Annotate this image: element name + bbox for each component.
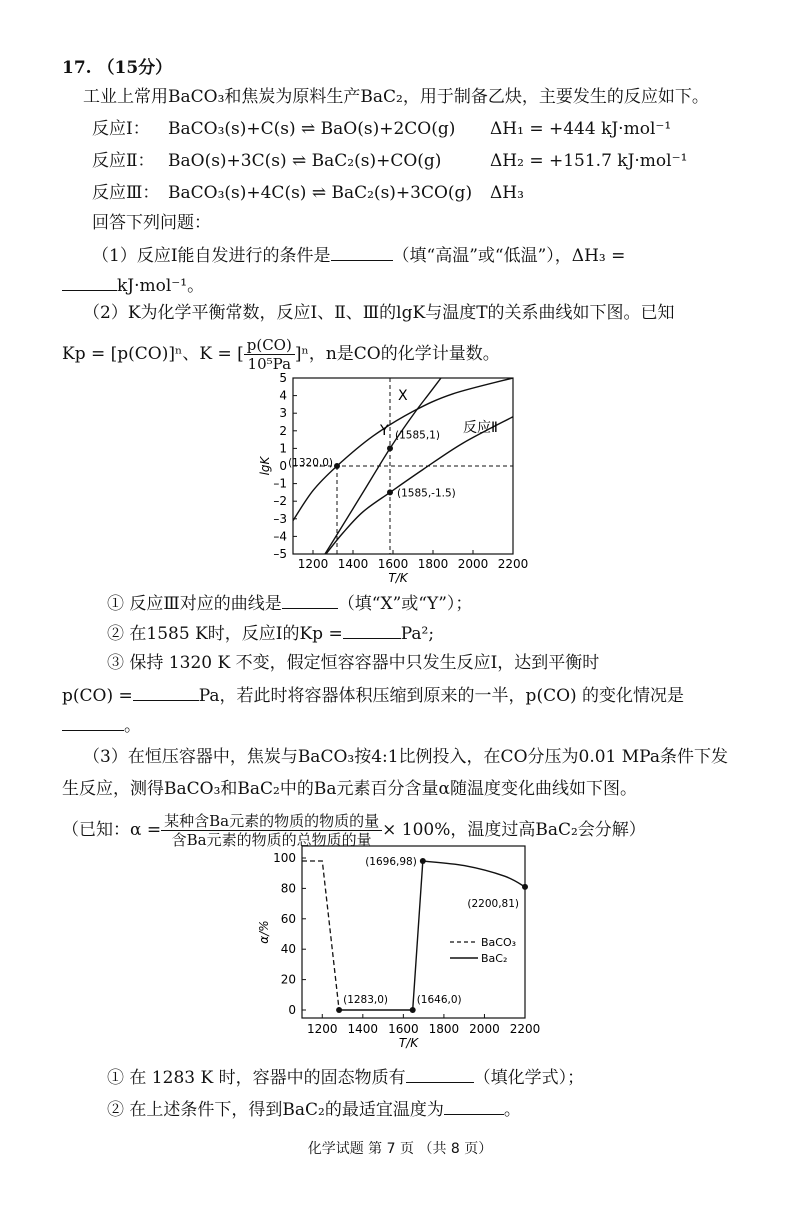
part2-q2-blank[interactable] xyxy=(343,620,401,639)
point-label: (1585,1) xyxy=(395,429,440,442)
y-tick-label: 3 xyxy=(279,406,287,421)
part1-line-2 xyxy=(62,272,204,297)
y-tick-label: –5 xyxy=(273,547,287,561)
data-point xyxy=(334,463,340,469)
part2-q1-blank[interactable] xyxy=(282,590,338,609)
reaction-1-label: 反应Ⅰ： xyxy=(92,119,150,139)
y-tick-label: 4 xyxy=(279,388,287,403)
part3-known-a: （已知：α = xyxy=(62,820,162,840)
part2-fraction xyxy=(244,336,295,373)
part2-tail: ]ⁿ，n是CO的化学计量数。 xyxy=(294,344,500,364)
x-tick-label: 2200 xyxy=(497,557,529,571)
intro-text: 工业上常用BaCO₃和焦炭为原料生产BaC₂，用于制备乙炔，主要发生的反应如下。 xyxy=(83,87,709,107)
part2-q3-text-b: p(CO) = xyxy=(62,686,133,706)
part2-q3-text-d: 。 xyxy=(124,716,141,736)
part2-q2-text-a: ② 在1585 K时，反应Ⅰ的Kp = xyxy=(107,624,343,644)
x-tick-label: 1200 xyxy=(297,557,329,571)
point-label: (1283,0) xyxy=(343,994,389,1006)
part3-q2-line xyxy=(107,1096,521,1121)
legend-bac2-label: BaC₂ xyxy=(481,952,508,965)
part3-fraction-num: 某种含Ba元素的物质的物质的量 xyxy=(161,812,382,831)
reaction-2-label: 反应Ⅱ： xyxy=(92,151,155,171)
part2-fraction-den: 10⁵Pa xyxy=(247,355,292,373)
point-label: (2200,81) xyxy=(467,897,519,910)
y-tick-label: –1 xyxy=(273,476,287,491)
data-point xyxy=(387,489,393,495)
data-point xyxy=(410,1007,416,1013)
y-tick-label: –4 xyxy=(273,529,287,544)
alpha-temperature-chart xyxy=(250,838,545,1060)
part2-q3-line-3 xyxy=(62,712,141,737)
y-tick-label: 2 xyxy=(279,423,287,438)
part3-q1-text-b: （填化学式）； xyxy=(473,1068,585,1088)
y-axis-label: α/% xyxy=(257,920,271,944)
page-footer: 化学试题 第 7 页 （共 8 页） xyxy=(307,1141,493,1157)
x-tick-label: 1400 xyxy=(337,557,369,571)
part1-line xyxy=(92,242,625,267)
y-tick-label: 0 xyxy=(288,1003,296,1017)
y-tick-label: 80 xyxy=(280,881,296,896)
curve-label-x: X xyxy=(398,388,408,404)
part2-q3-line: ③ 保持 1320 K 不变，假定恒容容器中只发生反应Ⅰ，达到平衡时 xyxy=(107,653,600,673)
curve-label-y: Y xyxy=(380,423,389,439)
legend-baco3-label: BaCO₃ xyxy=(481,936,517,949)
part2-q2-text-b: Pa²; xyxy=(400,624,435,644)
part2-q1-text-b: （填“X”或“Y”）； xyxy=(337,594,473,614)
point-label: (1646,0) xyxy=(416,994,462,1006)
x-tick-label: 1200 xyxy=(306,1022,338,1036)
part1-text-c: kJ·mol⁻¹。 xyxy=(117,276,205,296)
data-point xyxy=(336,1007,342,1013)
part2-q3-blank-2[interactable] xyxy=(62,712,124,731)
part1-text-b: （填“高温”或“低温”），ΔH₃ = xyxy=(392,246,626,266)
data-point xyxy=(522,884,528,890)
part3-q1-line xyxy=(107,1064,584,1089)
y-tick-label: 0 xyxy=(279,459,287,473)
reaction-2-equation: BaO(s)+3C(s) ⇌ BaC₂(s)+CO(g) xyxy=(168,151,442,171)
x-tick-label: 2200 xyxy=(509,1022,541,1036)
question-number: 17. xyxy=(62,58,92,78)
part3-line-1: （3）在恒压容器中，焦炭与BaCO₃按4:1比例投入，在CO分压为0.01 MPa条件下发 xyxy=(83,747,728,767)
x-tick-label: 1800 xyxy=(417,557,449,571)
data-point xyxy=(420,858,426,864)
lgk-temperature-chart xyxy=(255,370,545,585)
part2-q2-line xyxy=(107,620,434,645)
y-tick-label: 40 xyxy=(280,942,296,957)
reaction-3-equation: BaCO₃(s)+4C(s) ⇌ BaC₂(s)+3CO(g) xyxy=(168,183,473,203)
part1-blank-2[interactable] xyxy=(62,272,117,291)
answer-prompt: 回答下列问题： xyxy=(92,213,211,233)
point-label: (1585,-1.5) xyxy=(397,487,456,500)
point-label: (1696,98) xyxy=(365,856,417,869)
x-tick-label: 1800 xyxy=(428,1022,460,1036)
y-tick-label: 1 xyxy=(279,441,287,456)
part2-formula-line xyxy=(62,336,500,373)
point-label: (1320,0) xyxy=(288,457,333,469)
y-tick-label: 100 xyxy=(273,851,296,865)
curve-label-reaction2: 反应Ⅱ xyxy=(463,420,498,436)
series-baco3 xyxy=(302,861,339,1010)
part2-q1-line xyxy=(107,590,472,615)
y-tick-label: –3 xyxy=(273,511,287,526)
question-number-line xyxy=(62,57,172,79)
part3-q1-text-a: ① 在 1283 K 时，容器中的固态物质有 xyxy=(107,1068,406,1088)
x-tick-label: 2000 xyxy=(457,557,489,571)
x-axis-label: T/K xyxy=(398,1036,419,1050)
part2-fraction-num: p(CO) xyxy=(244,336,295,355)
x-tick-label: 1600 xyxy=(388,1022,419,1036)
x-tick-label: 1400 xyxy=(347,1022,379,1036)
part1-blank-1[interactable] xyxy=(331,242,393,261)
part3-q2-text-a: ② 在上述条件下，得到BaC₂的最适宜温度为 xyxy=(107,1100,444,1120)
part3-fraction-den: 含Ba元素的物质的总物质的量 xyxy=(171,831,372,849)
reaction-1-equation: BaCO₃(s)+C(s) ⇌ BaO(s)+2CO(g) xyxy=(168,119,456,139)
reaction-3-dh: ΔH₃ xyxy=(490,183,524,203)
x-axis-label: T/K xyxy=(388,571,408,585)
reaction-3-label: 反应Ⅲ： xyxy=(92,183,160,203)
reaction-2-dh: ΔH₂ = +151.7 kJ·mol⁻¹ xyxy=(490,151,688,171)
x-tick-label: 2000 xyxy=(469,1022,500,1036)
data-point xyxy=(387,445,393,451)
part3-q2-blank[interactable] xyxy=(444,1096,504,1115)
part2-q1-text-a: ① 反应Ⅲ对应的曲线是 xyxy=(107,594,282,614)
y-tick-label: 20 xyxy=(280,972,296,987)
part2-q3-line-2 xyxy=(62,682,684,707)
part2-q3-blank-1[interactable] xyxy=(133,682,199,701)
x-tick-label: 1600 xyxy=(377,557,409,571)
y-axis-label: lgK xyxy=(258,456,272,476)
part3-known-b: × 100%，温度过高BaC₂会分解） xyxy=(382,820,646,840)
part2-kp: Kp = [p(CO)]ⁿ、K = [ xyxy=(62,344,244,364)
reaction-1-dh: ΔH₁ = +444 kJ·mol⁻¹ xyxy=(490,119,672,139)
part2-intro: （2）K为化学平衡常数，反应Ⅰ、Ⅱ、Ⅲ的lgK与温度T的关系曲线如下图。已知 xyxy=(83,303,675,323)
question-score: （15分） xyxy=(97,58,173,78)
part3-q1-blank[interactable] xyxy=(406,1064,474,1083)
part1-text-a: （1）反应Ⅰ能自发进行的条件是 xyxy=(92,246,331,266)
part3-q2-text-b: 。 xyxy=(503,1100,521,1120)
y-tick-label: 60 xyxy=(280,911,296,926)
y-tick-label: 5 xyxy=(279,371,287,385)
y-tick-label: –2 xyxy=(273,494,287,509)
part2-q3-text-c: Pa，若此时将容器体积压缩到原来的一半，p(CO) 的变化情况是 xyxy=(198,686,685,706)
part3-line-2: 生反应，测得BaCO₃和BaC₂中的Ba元素百分含量α随温度变化曲线如下图。 xyxy=(62,779,637,799)
